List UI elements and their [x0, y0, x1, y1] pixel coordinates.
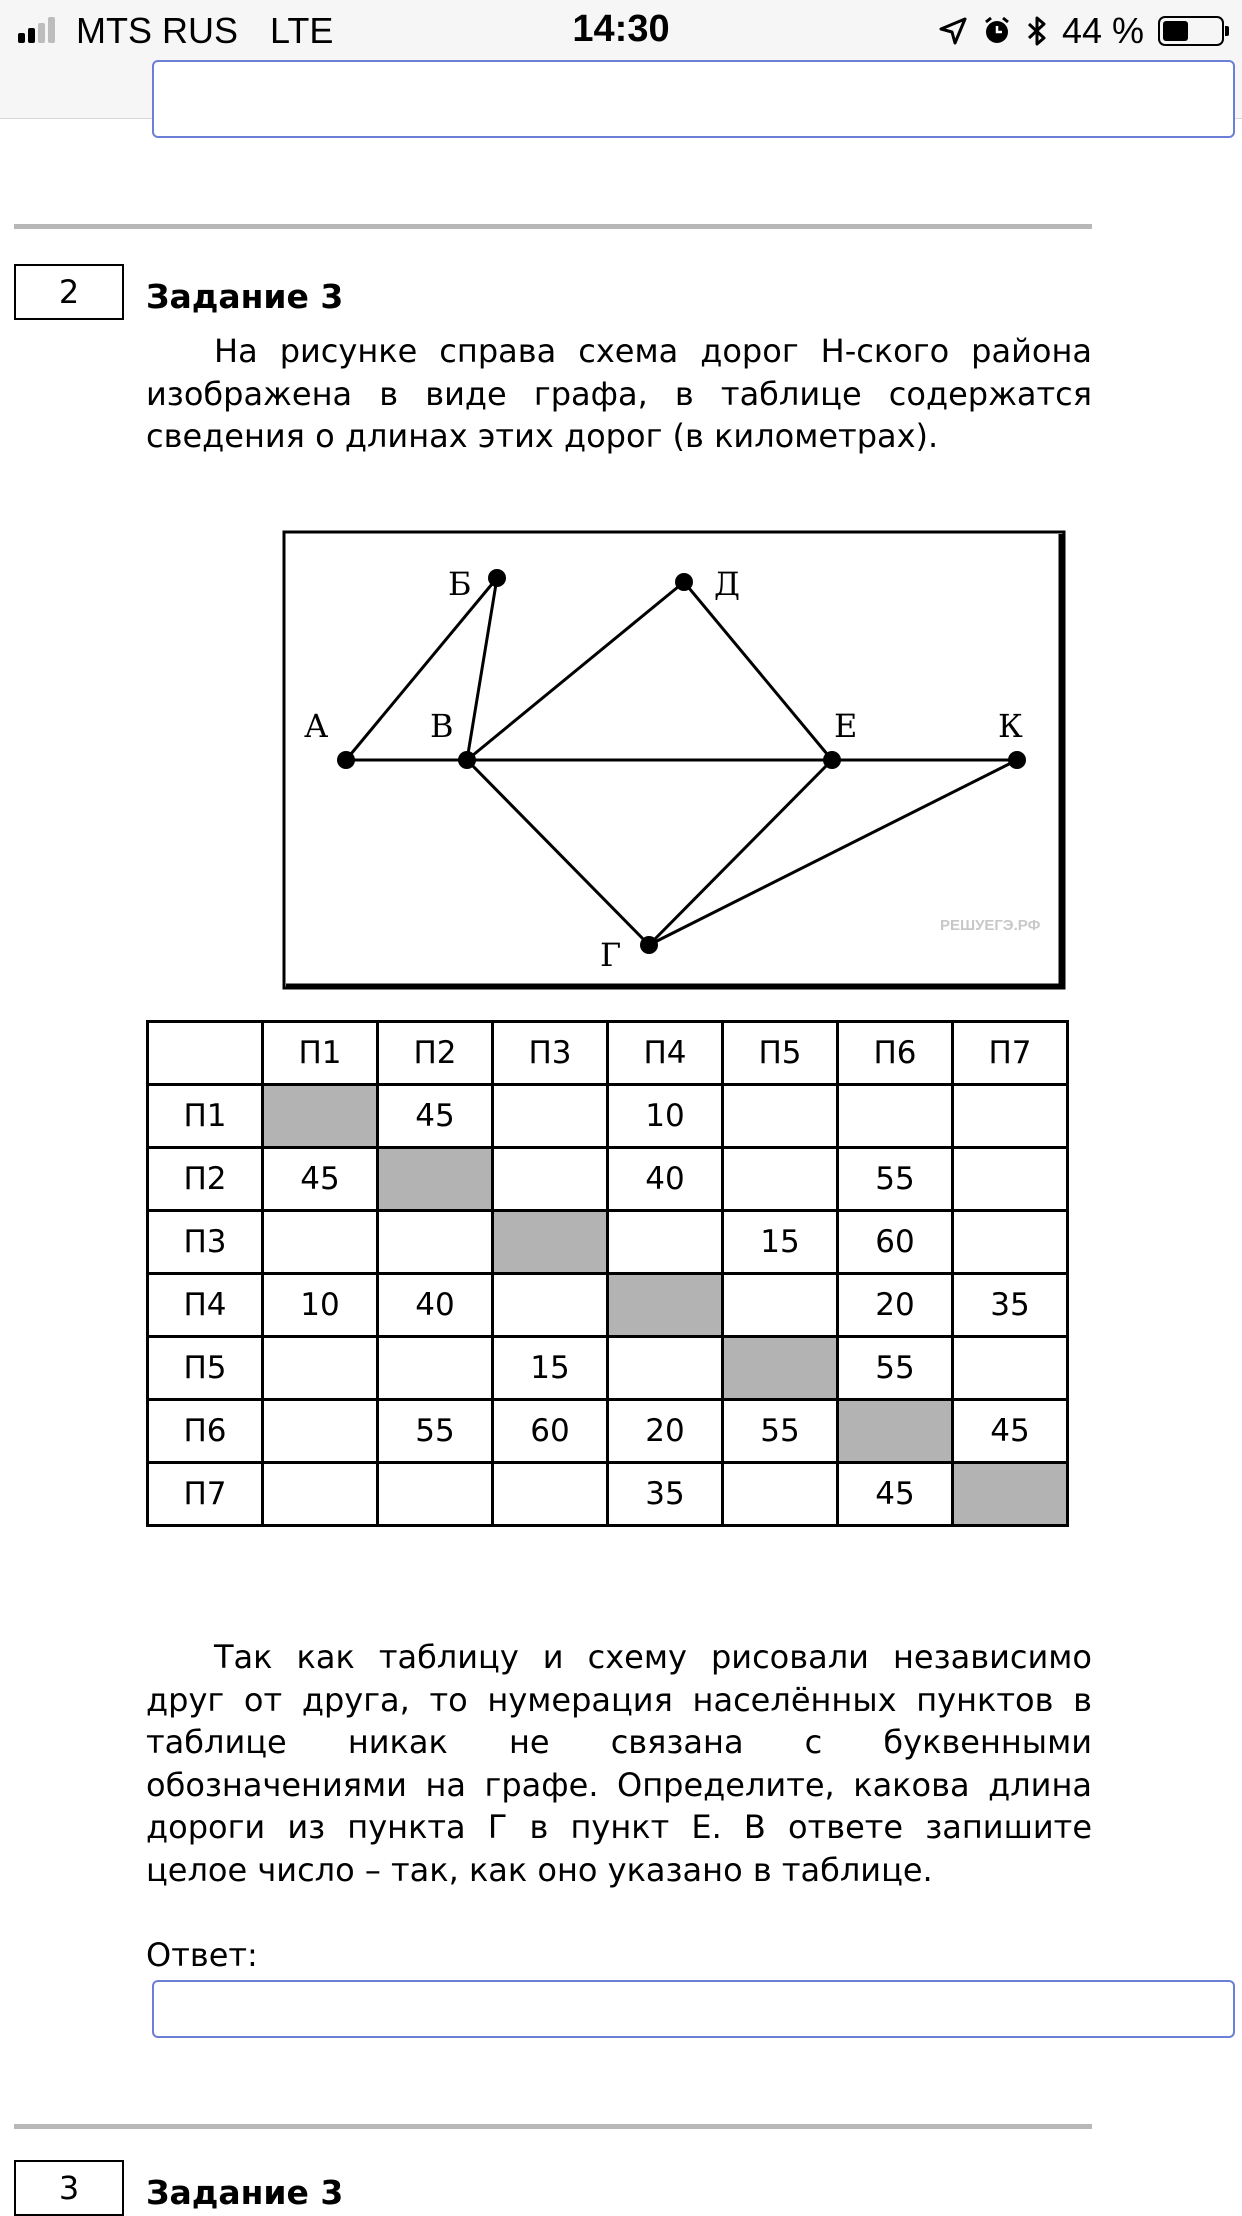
table-row-header: П7 — [148, 1463, 263, 1526]
table-header-cell: П3 — [493, 1022, 608, 1085]
vertex-v — [458, 751, 476, 769]
table-cell: 55 — [723, 1400, 838, 1463]
table-cell — [838, 1085, 953, 1148]
vertex-k — [1008, 751, 1026, 769]
table-cell — [378, 1148, 493, 1211]
table-cell — [838, 1400, 953, 1463]
alarm-icon — [982, 16, 1012, 46]
table-cell: 55 — [838, 1148, 953, 1211]
table-row — [148, 1400, 1068, 1463]
table-cell — [493, 1274, 608, 1337]
vertex-label: Г — [600, 936, 622, 974]
section-divider — [14, 224, 1092, 229]
table-cell — [263, 1337, 378, 1400]
table-cell — [723, 1148, 838, 1211]
table-cell: 20 — [838, 1274, 953, 1337]
status-icons — [938, 10, 1224, 52]
bluetooth-icon — [1026, 15, 1048, 47]
vertex-label: В — [430, 707, 454, 745]
table-header-cell — [148, 1022, 263, 1085]
table-cell — [493, 1211, 608, 1274]
table-cell — [263, 1211, 378, 1274]
vertex-label: А — [304, 707, 329, 745]
table-row — [148, 1463, 1068, 1526]
network-type: LTE — [270, 10, 334, 51]
vertex-label: К — [998, 707, 1023, 745]
vertex-d — [675, 573, 693, 591]
table-cell: 35 — [953, 1274, 1068, 1337]
table-cell: 55 — [838, 1337, 953, 1400]
table-header-cell: П1 — [263, 1022, 378, 1085]
task-number-box: 3 — [14, 2160, 124, 2216]
battery-percent: 44 % — [1061, 10, 1144, 51]
table-row — [148, 1148, 1068, 1211]
table-cell: 45 — [953, 1400, 1068, 1463]
table-header-cell: П5 — [723, 1022, 838, 1085]
table-cell: 35 — [608, 1463, 723, 1526]
vertex-g — [640, 936, 658, 954]
table-cell: 20 — [608, 1400, 723, 1463]
battery-icon — [1158, 16, 1224, 46]
table-row-header: П1 — [148, 1085, 263, 1148]
carrier-name: MTS RUS — [76, 10, 239, 51]
vertex-label: Б — [448, 565, 472, 603]
table-cell: 10 — [608, 1085, 723, 1148]
task-intro-text: На рисунке справа схема дорог Н-ского района изображена в виде графа, в таблице содержатся сведения о длинах этих дорог (в километрах). — [146, 332, 1092, 455]
table-cell — [493, 1148, 608, 1211]
watermark: РЕШУЕГЭ.РФ — [940, 917, 1041, 934]
table-header-row — [148, 1022, 1068, 1085]
task-title: Задание 3 — [146, 277, 344, 316]
table-cell: 40 — [378, 1274, 493, 1337]
table-cell — [723, 1337, 838, 1400]
table-cell — [608, 1274, 723, 1337]
table-cell — [608, 1337, 723, 1400]
table-row-header: П5 — [148, 1337, 263, 1400]
table-cell — [723, 1463, 838, 1526]
table-cell — [378, 1463, 493, 1526]
table-cell — [723, 1274, 838, 1337]
table-header-cell: П2 — [378, 1022, 493, 1085]
table-cell — [953, 1337, 1068, 1400]
table-row — [148, 1211, 1068, 1274]
table-header-cell: П4 — [608, 1022, 723, 1085]
table-cell: 60 — [838, 1211, 953, 1274]
vertex-label: Д — [714, 565, 741, 603]
table-cell — [263, 1463, 378, 1526]
answer-input[interactable] — [152, 1980, 1235, 2038]
table-cell — [493, 1463, 608, 1526]
table-cell: 60 — [493, 1400, 608, 1463]
table-row-header: П4 — [148, 1274, 263, 1337]
table-cell: 15 — [723, 1211, 838, 1274]
table-row — [148, 1337, 1068, 1400]
table-cell — [953, 1148, 1068, 1211]
table-cell: 45 — [378, 1085, 493, 1148]
vertex-b — [488, 569, 506, 587]
table-cell — [608, 1211, 723, 1274]
answer-label: Ответ: — [146, 1936, 258, 1974]
table-cell — [378, 1337, 493, 1400]
table-cell: 45 — [263, 1148, 378, 1211]
table-row-header: П3 — [148, 1211, 263, 1274]
vertex-label: Е — [834, 707, 858, 745]
table-cell — [263, 1400, 378, 1463]
table-cell: 45 — [838, 1463, 953, 1526]
table-cell: 15 — [493, 1337, 608, 1400]
location-arrow-icon — [938, 16, 968, 46]
previous-answer-input[interactable] — [152, 60, 1235, 138]
table-cell — [723, 1085, 838, 1148]
task-number-box: 2 — [14, 264, 124, 320]
table-row — [148, 1274, 1068, 1337]
table-header-cell: П7 — [953, 1022, 1068, 1085]
section-divider — [14, 2124, 1092, 2129]
table-cell: 40 — [608, 1148, 723, 1211]
distance-table — [146, 1020, 1069, 1527]
task-title: Задание 3 — [146, 2173, 344, 2212]
vertex-e — [823, 751, 841, 769]
table-cell — [493, 1085, 608, 1148]
vertex-a — [337, 751, 355, 769]
table-cell — [953, 1211, 1068, 1274]
table-cell — [953, 1085, 1068, 1148]
table-header-cell: П6 — [838, 1022, 953, 1085]
table-row-header: П2 — [148, 1148, 263, 1211]
table-cell: 55 — [378, 1400, 493, 1463]
task-question-text: Так как таблицу и схему рисовали независимо друг от друга, то нумерация населённых пунктов в таблице никак не связана с буквенными обозначениями на графе. Определите, какова длина дороги из пункта Г в пункт Е. В ответе запишите целое число – так, как оно указано в таблице. — [146, 1638, 1092, 1889]
table-cell: 10 — [263, 1274, 378, 1337]
table-cell — [953, 1463, 1068, 1526]
table-row — [148, 1085, 1068, 1148]
table-cell — [378, 1211, 493, 1274]
road-graph — [282, 530, 1066, 990]
table-row-header: П6 — [148, 1400, 263, 1463]
table-cell — [263, 1085, 378, 1148]
clock: 14:30 — [572, 8, 670, 50]
